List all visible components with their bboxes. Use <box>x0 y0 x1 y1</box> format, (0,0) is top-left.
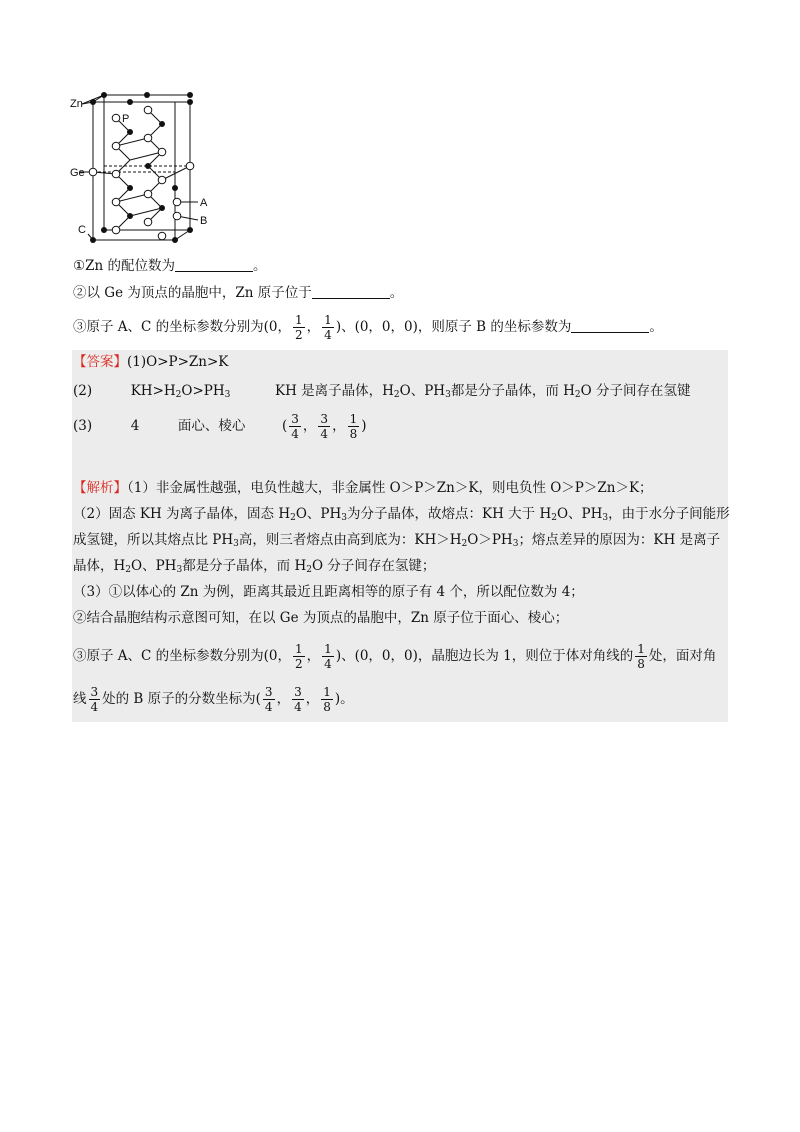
fraction: $\frac{3}{4}$ <box>320 412 329 441</box>
question-1: ①Zn 的配位数为 。 <box>73 258 267 274</box>
answer-line-2: (2) $KH>H_2O>PH_3$ KH 是离子晶体，$H_2O$、$PH_3$都是分子晶体，而 $H_2O$ 分子间存在氢键 <box>73 383 691 400</box>
analysis-line-8: 线 $\frac{3}{4}$ 处的 B 原子的分数坐标为( $\frac{3}{4}$ ， $\frac{3}{4}$ ， $\frac{1}{8}$ )。 <box>73 685 354 714</box>
label-p: P <box>122 113 130 125</box>
question-2: ②以 Ge 为顶点的晶胞中，Zn 原子位于 。 <box>73 285 404 301</box>
fraction: $\frac{3}{4}$ <box>264 685 273 714</box>
label-ge: Ge <box>70 167 85 179</box>
answer-line-1: 【答案】(1)O>P>Zn>K <box>73 354 229 370</box>
fraction: $\frac{1}{2}$ <box>295 313 303 342</box>
analysis-line-4: 晶体，$H_2O$、$PH_3$都是分子晶体，而 $H_2O$ 分子间存在氢键； <box>73 558 436 575</box>
fraction: $\frac{1}{4}$ <box>324 642 332 671</box>
fraction: $\frac{1}{8}$ <box>637 642 645 671</box>
analysis-line-6: ②结合晶胞结构示意图可知，在以 Ge 为顶点的晶胞中，Zn 原子位于面心、棱心； <box>73 610 569 626</box>
analysis-tag: 【解析】 <box>73 480 127 496</box>
label-c: C <box>78 224 86 236</box>
crystal-cell-diagram <box>70 90 220 250</box>
fraction: $\frac{3}{4}$ <box>291 412 299 441</box>
analysis-line-5: （3）①以体心的 Zn 为例，距离其最近且距离相等的原子有 4 个，所以配位数为 4； <box>73 584 584 600</box>
answer-line-3: (3) 4 面心、棱心 ( $\frac{3}{4}$ ， $\frac{3}{4}$ ， $\frac{1}{8}$ ) <box>73 412 367 441</box>
fraction: $\frac{1}{8}$ <box>349 412 358 441</box>
question-3: ③原子 A、C 的坐标参数分别为(0， $\frac{1}{2}$ ， $\frac{1}{4}$ )、(0，0，0)，则原子 B 的坐标参数为 。 <box>73 313 663 342</box>
analysis-line-1: 【解析】（1）非金属性越强，电负性越大，非金属性 O＞P＞Zn＞K，则电负性 O＞P＞Zn＞K； <box>73 480 653 496</box>
analysis-line-2: （2）固态 KH 为离子晶体，固态 $H_2O$、$PH_3$为分子晶体，故熔点：KH 大于 $H_2O$、$PH_3$，由于水分子间能形 <box>73 506 730 523</box>
label-b: B <box>200 215 208 227</box>
fraction: $\frac{1}{4}$ <box>324 313 332 342</box>
label-a: A <box>200 197 208 209</box>
fraction: $\frac{1}{8}$ <box>323 685 331 714</box>
fraction: $\frac{3}{4}$ <box>294 685 302 714</box>
analysis-line-7: ③原子 A、C 的坐标参数分别为(0， $\frac{1}{2}$ ， $\frac{1}{4}$ )、(0，0，0)，晶胞边长为 1，则位于体对角线的 $\frac{1}{8}$ 处，面对角 <box>73 642 717 671</box>
fraction: $\frac{1}{2}$ <box>295 642 303 671</box>
answer-tag: 【答案】 <box>73 354 127 370</box>
analysis-line-3: 成氢键，所以其熔点比 $PH_3$高，则三者熔点由高到底为：$KH>H_2O>PH_3$；熔点差异的原因为：KH 是离子 <box>73 532 721 549</box>
label-zn: Zn <box>70 98 83 110</box>
fraction: $\frac{3}{4}$ <box>90 685 99 714</box>
